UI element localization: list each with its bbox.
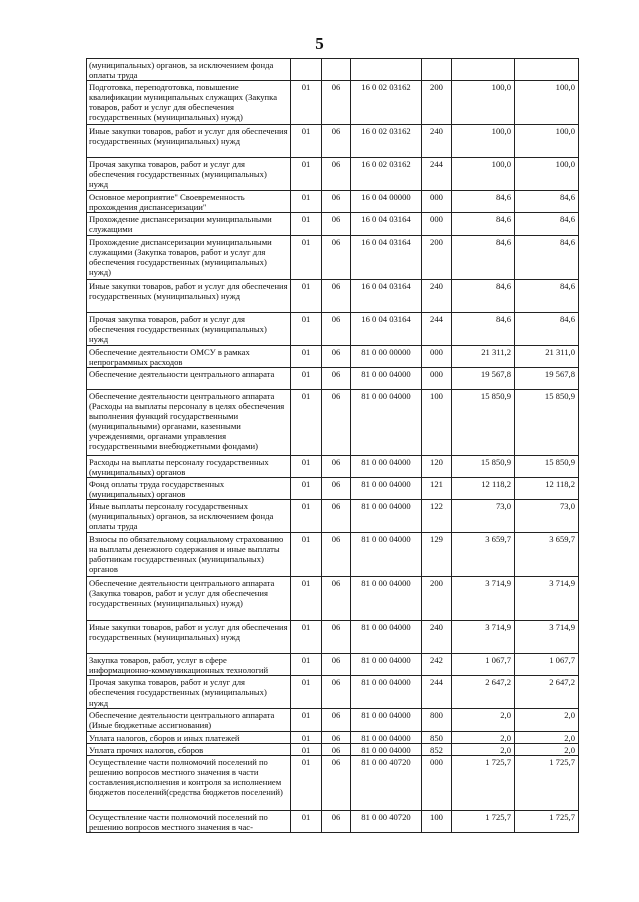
table-row [87, 235, 579, 279]
amount-actual-cell: 2,0 [515, 731, 579, 743]
expense-name-cell: Обеспечение деятельности ОМСУ в рамках непрограммных расходов [87, 345, 291, 367]
expense-type-code-cell: 120 [422, 455, 452, 477]
page-number: 5 [315, 34, 324, 53]
subsection-code-cell: 06 [322, 345, 351, 367]
expense-name-cell: Уплата налогов, сборов и иных платежей [87, 731, 291, 743]
amount-plan-cell [452, 59, 515, 81]
subsection-code-cell: 06 [322, 709, 351, 731]
amount-actual-cell: 1 067,7 [515, 654, 579, 676]
section-code-cell: 01 [291, 312, 322, 345]
amount-plan-cell: 1 725,7 [452, 755, 515, 810]
table-row [87, 125, 579, 158]
expense-type-code-cell: 800 [422, 709, 452, 731]
subsection-code-cell: 06 [322, 731, 351, 743]
section-code-cell: 01 [291, 709, 322, 731]
expense-type-code-cell: 121 [422, 477, 452, 499]
target-item-code-cell: 81 0 00 04000 [351, 731, 422, 743]
amount-actual-cell: 15 850,9 [515, 455, 579, 477]
amount-plan-cell: 84,6 [452, 235, 515, 279]
subsection-code-cell: 06 [322, 621, 351, 654]
target-item-code-cell: 81 0 00 04000 [351, 477, 422, 499]
expense-name-cell: Подготовка, переподготовка, повышение квалификации муниципальных служащих (Закупка товаров, работ и услуг для обеспечения государственных (муниципальных) нужд) [87, 81, 291, 125]
amount-plan-cell: 73,0 [452, 500, 515, 533]
table-row [87, 477, 579, 499]
amount-plan-cell: 2,0 [452, 709, 515, 731]
expense-name-cell: Закупка товаров, работ, услуг в сфере информационно-коммуникационных технологий [87, 654, 291, 676]
table-row [87, 455, 579, 477]
amount-actual-cell: 1 725,7 [515, 755, 579, 810]
amount-actual-cell: 2,0 [515, 743, 579, 755]
expense-type-code-cell: 240 [422, 621, 452, 654]
expense-type-code-cell: 000 [422, 191, 452, 213]
subsection-code-cell: 06 [322, 533, 351, 577]
expense-name-cell: Расходы на выплаты персоналу государственных (муниципальных) органов [87, 455, 291, 477]
amount-plan-cell: 100,0 [452, 158, 515, 191]
section-code-cell: 01 [291, 213, 322, 235]
expense-name-cell: Обеспечение деятельности центрального аппарата (Закупка товаров, работ и услуг для обеспечения государственных (муниципальных) нужд) [87, 577, 291, 621]
expense-type-code-cell: 244 [422, 158, 452, 191]
target-item-code-cell: 81 0 00 00000 [351, 345, 422, 367]
table-row [87, 81, 579, 125]
subsection-code-cell [322, 59, 351, 81]
table-row [87, 59, 579, 81]
expense-type-code-cell: 244 [422, 312, 452, 345]
target-item-code-cell: 16 0 04 03164 [351, 279, 422, 312]
table-row [87, 345, 579, 367]
target-item-code-cell: 16 0 04 03164 [351, 213, 422, 235]
target-item-code-cell: 16 0 02 03162 [351, 125, 422, 158]
target-item-code-cell: 16 0 04 00000 [351, 191, 422, 213]
expense-name-cell: Прочая закупка товаров, работ и услуг для обеспечения государственных (муниципальных) нужд [87, 676, 291, 709]
amount-actual-cell: 2 647,2 [515, 676, 579, 709]
subsection-code-cell: 06 [322, 191, 351, 213]
section-code-cell: 01 [291, 125, 322, 158]
budget-table-body [87, 59, 579, 833]
expense-type-code-cell: 129 [422, 533, 452, 577]
expense-type-code-cell: 850 [422, 731, 452, 743]
expense-type-code-cell: 000 [422, 345, 452, 367]
section-code-cell: 01 [291, 577, 322, 621]
target-item-code-cell: 16 0 02 03162 [351, 81, 422, 125]
target-item-code-cell [351, 59, 422, 81]
table-row [87, 533, 579, 577]
amount-actual-cell: 3 659,7 [515, 533, 579, 577]
table-row [87, 621, 579, 654]
section-code-cell: 01 [291, 191, 322, 213]
table-row [87, 312, 579, 345]
amount-plan-cell: 1 725,7 [452, 810, 515, 832]
table-row [87, 279, 579, 312]
table-row [87, 191, 579, 213]
expense-type-code-cell [422, 59, 452, 81]
expense-type-code-cell: 200 [422, 235, 452, 279]
expense-name-cell: Иные закупки товаров, работ и услуг для обеспечения государственных (муниципальных) нужд [87, 125, 291, 158]
expense-type-code-cell: 100 [422, 810, 452, 832]
amount-actual-cell: 84,6 [515, 191, 579, 213]
amount-actual-cell: 19 567,8 [515, 367, 579, 389]
section-code-cell: 01 [291, 389, 322, 455]
expense-name-cell: Фонд оплаты труда государственных (муниципальных) органов [87, 477, 291, 499]
target-item-code-cell: 81 0 00 04000 [351, 654, 422, 676]
section-code-cell: 01 [291, 676, 322, 709]
expense-type-code-cell: 240 [422, 125, 452, 158]
target-item-code-cell: 81 0 00 04000 [351, 577, 422, 621]
amount-actual-cell: 3 714,9 [515, 577, 579, 621]
expense-name-cell: Основное мероприятие" Своевременность прохождения диспансеризации" [87, 191, 291, 213]
subsection-code-cell: 06 [322, 577, 351, 621]
expense-type-code-cell: 000 [422, 213, 452, 235]
amount-actual-cell: 12 118,2 [515, 477, 579, 499]
amount-actual-cell: 100,0 [515, 81, 579, 125]
amount-actual-cell: 73,0 [515, 500, 579, 533]
amount-plan-cell: 15 850,9 [452, 455, 515, 477]
target-item-code-cell: 81 0 00 40720 [351, 810, 422, 832]
expense-name-cell: Обеспечение деятельности центрального аппарата (Расходы на выплаты персоналу в целях обеспечения выполнения функций государственными (муниципальными) органами, казенными учреждениями, органами управления государственными внебюджетными фондами) [87, 389, 291, 455]
table-row [87, 158, 579, 191]
amount-actual-cell: 2,0 [515, 709, 579, 731]
expense-name-cell: Обеспечение деятельности центрального аппарата (Иные бюджетные ассигнования) [87, 709, 291, 731]
amount-plan-cell: 15 850,9 [452, 389, 515, 455]
amount-actual-cell: 100,0 [515, 125, 579, 158]
section-code-cell: 01 [291, 81, 322, 125]
section-code-cell: 01 [291, 654, 322, 676]
table-row [87, 810, 579, 832]
amount-plan-cell: 84,6 [452, 213, 515, 235]
target-item-code-cell: 81 0 00 04000 [351, 500, 422, 533]
table-row [87, 654, 579, 676]
expense-type-code-cell: 244 [422, 676, 452, 709]
amount-plan-cell: 19 567,8 [452, 367, 515, 389]
amount-actual-cell: 84,6 [515, 213, 579, 235]
amount-plan-cell: 84,6 [452, 191, 515, 213]
target-item-code-cell: 81 0 00 04000 [351, 743, 422, 755]
section-code-cell: 01 [291, 533, 322, 577]
amount-actual-cell: 15 850,9 [515, 389, 579, 455]
expense-name-cell: Прохождение диспансеризации муниципальными служащими [87, 213, 291, 235]
table-row [87, 500, 579, 533]
amount-actual-cell: 21 311,0 [515, 345, 579, 367]
section-code-cell: 01 [291, 345, 322, 367]
target-item-code-cell: 81 0 00 04000 [351, 533, 422, 577]
table-row [87, 731, 579, 743]
expense-name-cell: Осуществление части полномочий поселений по решению вопросов местного значения в части составления,исполнения и контроля за исполнением бюджетов поселений(средства бюджетов поселений) [87, 755, 291, 810]
subsection-code-cell: 06 [322, 755, 351, 810]
amount-plan-cell: 84,6 [452, 279, 515, 312]
subsection-code-cell: 06 [322, 743, 351, 755]
amount-actual-cell [515, 59, 579, 81]
expense-type-code-cell: 852 [422, 743, 452, 755]
section-code-cell [291, 59, 322, 81]
section-code-cell: 01 [291, 279, 322, 312]
expense-type-code-cell: 100 [422, 389, 452, 455]
subsection-code-cell: 06 [322, 81, 351, 125]
target-item-code-cell: 81 0 00 04000 [351, 709, 422, 731]
amount-plan-cell: 3 659,7 [452, 533, 515, 577]
section-code-cell: 01 [291, 235, 322, 279]
subsection-code-cell: 06 [322, 235, 351, 279]
amount-plan-cell: 2 647,2 [452, 676, 515, 709]
expense-name-cell: Прочая закупка товаров, работ и услуг для обеспечения государственных (муниципальных) нужд [87, 158, 291, 191]
amount-actual-cell: 84,6 [515, 312, 579, 345]
target-item-code-cell: 81 0 00 04000 [351, 389, 422, 455]
amount-actual-cell: 84,6 [515, 279, 579, 312]
amount-actual-cell: 3 714,9 [515, 621, 579, 654]
table-row [87, 743, 579, 755]
section-code-cell: 01 [291, 455, 322, 477]
table-row [87, 389, 579, 455]
target-item-code-cell: 81 0 00 04000 [351, 455, 422, 477]
subsection-code-cell: 06 [322, 367, 351, 389]
expense-name-cell: Иные выплаты персоналу государственных (муниципальных) органов, за исключением фонда оплаты труда [87, 500, 291, 533]
table-row [87, 367, 579, 389]
expense-type-code-cell: 200 [422, 81, 452, 125]
subsection-code-cell: 06 [322, 279, 351, 312]
expense-type-code-cell: 000 [422, 755, 452, 810]
section-code-cell: 01 [291, 810, 322, 832]
target-item-code-cell: 81 0 00 04000 [351, 621, 422, 654]
expense-name-cell: Уплата прочих налогов, сборов [87, 743, 291, 755]
section-code-cell: 01 [291, 477, 322, 499]
amount-actual-cell: 1 725,7 [515, 810, 579, 832]
section-code-cell: 01 [291, 755, 322, 810]
amount-actual-cell: 100,0 [515, 158, 579, 191]
amount-plan-cell: 2,0 [452, 743, 515, 755]
subsection-code-cell: 06 [322, 477, 351, 499]
subsection-code-cell: 06 [322, 676, 351, 709]
target-item-code-cell: 16 0 04 03164 [351, 235, 422, 279]
amount-plan-cell: 21 311,2 [452, 345, 515, 367]
expense-name-cell: Взносы по обязательному социальному страхованию на выплаты денежного содержания и иные выплаты работникам государственных (муниципальных) органов [87, 533, 291, 577]
section-code-cell: 01 [291, 158, 322, 191]
section-code-cell: 01 [291, 743, 322, 755]
subsection-code-cell: 06 [322, 213, 351, 235]
expense-name-cell: Иные закупки товаров, работ и услуг для обеспечения государственных (муниципальных) нужд [87, 279, 291, 312]
subsection-code-cell: 06 [322, 312, 351, 345]
amount-plan-cell: 3 714,9 [452, 577, 515, 621]
subsection-code-cell: 06 [322, 389, 351, 455]
table-row [87, 755, 579, 810]
subsection-code-cell: 06 [322, 158, 351, 191]
amount-plan-cell: 100,0 [452, 125, 515, 158]
section-code-cell: 01 [291, 621, 322, 654]
amount-plan-cell: 2,0 [452, 731, 515, 743]
section-code-cell: 01 [291, 731, 322, 743]
table-row [87, 213, 579, 235]
subsection-code-cell: 06 [322, 810, 351, 832]
amount-plan-cell: 3 714,9 [452, 621, 515, 654]
target-item-code-cell: 16 0 02 03162 [351, 158, 422, 191]
expense-type-code-cell: 000 [422, 367, 452, 389]
expense-type-code-cell: 122 [422, 500, 452, 533]
subsection-code-cell: 06 [322, 654, 351, 676]
amount-actual-cell: 84,6 [515, 235, 579, 279]
expense-name-cell: Осуществление части полномочий поселений по решению вопросов местного значения в час- [87, 810, 291, 832]
table-row [87, 709, 579, 731]
budget-table [86, 58, 579, 833]
target-item-code-cell: 81 0 00 04000 [351, 676, 422, 709]
amount-plan-cell: 100,0 [452, 81, 515, 125]
subsection-code-cell: 06 [322, 455, 351, 477]
expense-name-cell: Прочая закупка товаров, работ и услуг для обеспечения государственных (муниципальных) нужд [87, 312, 291, 345]
expense-type-code-cell: 200 [422, 577, 452, 621]
amount-plan-cell: 1 067,7 [452, 654, 515, 676]
expense-name-cell: Прохождение диспансеризации муниципальными служащими (Закупка товаров, работ и услуг для обеспечения государственных (муниципальных) нужд) [87, 235, 291, 279]
expense-type-code-cell: 240 [422, 279, 452, 312]
expense-type-code-cell: 242 [422, 654, 452, 676]
expense-name-cell: Иные закупки товаров, работ и услуг для обеспечения государственных (муниципальных) нужд [87, 621, 291, 654]
expense-name-cell: Обеспечение деятельности центрального аппарата [87, 367, 291, 389]
subsection-code-cell: 06 [322, 500, 351, 533]
amount-plan-cell: 12 118,2 [452, 477, 515, 499]
target-item-code-cell: 81 0 00 04000 [351, 367, 422, 389]
section-code-cell: 01 [291, 500, 322, 533]
target-item-code-cell: 16 0 04 03164 [351, 312, 422, 345]
amount-plan-cell: 84,6 [452, 312, 515, 345]
section-code-cell: 01 [291, 367, 322, 389]
expense-name-cell: (муниципальных) органов, за исключением фонда оплаты труда [87, 59, 291, 81]
table-row [87, 676, 579, 709]
subsection-code-cell: 06 [322, 125, 351, 158]
table-row [87, 577, 579, 621]
target-item-code-cell: 81 0 00 40720 [351, 755, 422, 810]
